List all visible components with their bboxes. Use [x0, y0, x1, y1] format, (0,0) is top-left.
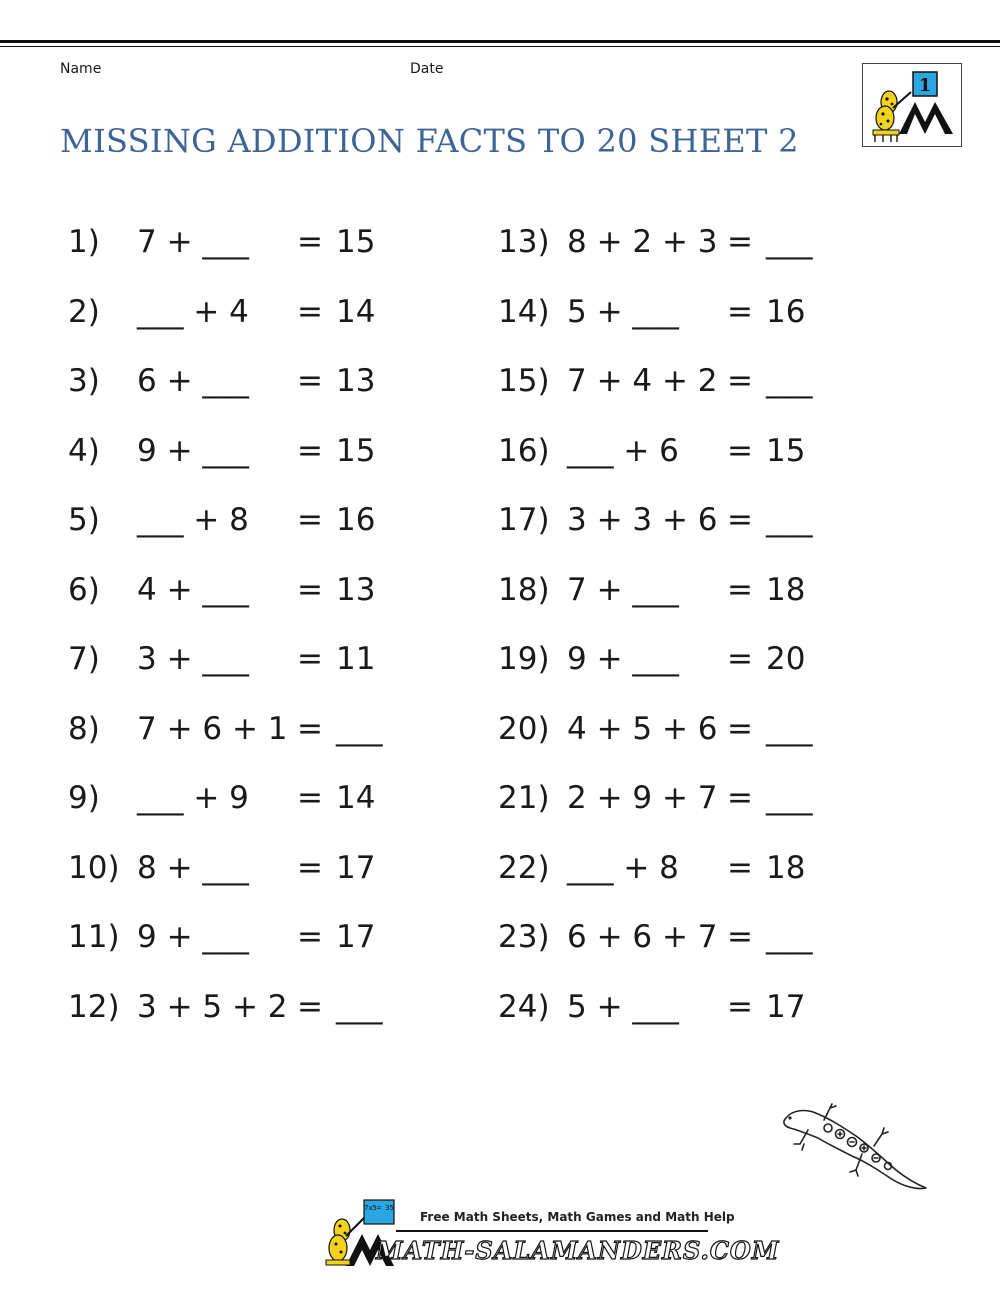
problem-number: 5) [68, 502, 100, 538]
problem-expression: 7 + ___ [567, 572, 679, 608]
equals-sign: = [727, 224, 753, 260]
equals-sign: = [727, 363, 753, 399]
problem-number: 22) [498, 850, 550, 886]
problem-expression: ___ + 8 [137, 502, 249, 538]
problem-expression: 7 + 4 + 2 [567, 363, 718, 399]
problem-number: 12) [68, 989, 120, 1025]
problem-result: ___ [766, 502, 813, 538]
equals-sign: = [727, 572, 753, 608]
problem-number: 6) [68, 572, 100, 608]
problem-expression: 5 + ___ [567, 989, 679, 1025]
problem-result: 13 [336, 572, 376, 608]
problem-expression: 5 + ___ [567, 294, 679, 330]
footer-rule [396, 1230, 708, 1232]
problem-number: 8) [68, 711, 100, 747]
problem-number: 21) [498, 780, 550, 816]
grade-badge-text: 1 [918, 75, 932, 96]
problem-number: 4) [68, 433, 100, 469]
salamander-icon [778, 1100, 938, 1200]
footer-tagline: Free Math Sheets, Math Games and Math Help [420, 1210, 735, 1224]
salamander-teacher-icon [863, 64, 961, 146]
equals-sign: = [727, 780, 753, 816]
footer-brand: MATH-SALAMANDERS.COM [376, 1236, 780, 1265]
problem-number: 18) [498, 572, 550, 608]
equals-sign: = [297, 711, 323, 747]
problem-expression: 4 + 5 + 6 [567, 711, 718, 747]
problem-expression: ___ + 4 [137, 294, 249, 330]
date-label: Date [410, 61, 444, 77]
equals-sign: = [297, 780, 323, 816]
equals-sign: = [727, 850, 753, 886]
problem-number: 17) [498, 502, 550, 538]
problem-number: 11) [68, 919, 120, 955]
equals-sign: = [297, 850, 323, 886]
problem-result: 11 [336, 641, 376, 677]
problem-expression: 2 + 9 + 7 [567, 780, 718, 816]
problem-result: 17 [336, 850, 376, 886]
problem-result: 16 [336, 502, 376, 538]
problem-number: 23) [498, 919, 550, 955]
equals-sign: = [297, 502, 323, 538]
problem-result: ___ [766, 919, 813, 955]
equals-sign: = [727, 711, 753, 747]
problem-number: 14) [498, 294, 550, 330]
problem-number: 10) [68, 850, 120, 886]
problem-result: 20 [766, 641, 806, 677]
problem-expression: ___ + 9 [137, 780, 249, 816]
top-rule-thin [0, 46, 1000, 47]
page-title: MISSING ADDITION FACTS TO 20 SHEET 2 [60, 122, 799, 160]
problem-expression: 9 + ___ [137, 919, 249, 955]
problem-number: 24) [498, 989, 550, 1025]
problem-result: 14 [336, 294, 376, 330]
problem-number: 16) [498, 433, 550, 469]
badge-text: 7x5= 35 [364, 1204, 394, 1212]
problem-number: 20) [498, 711, 550, 747]
problem-result: ___ [766, 780, 813, 816]
equals-sign: = [297, 989, 323, 1025]
problem-result: ___ [766, 711, 813, 747]
problem-expression: 3 + 3 + 6 [567, 502, 718, 538]
problem-expression: 8 + ___ [137, 850, 249, 886]
equals-sign: = [297, 572, 323, 608]
problem-expression: 6 + ___ [137, 363, 249, 399]
problem-number: 19) [498, 641, 550, 677]
problem-expression: 6 + 6 + 7 [567, 919, 718, 955]
problem-number: 1) [68, 224, 100, 260]
problem-expression: ___ + 8 [567, 850, 679, 886]
equals-sign: = [727, 294, 753, 330]
problem-result: 14 [336, 780, 376, 816]
equals-sign: = [297, 224, 323, 260]
problem-result: ___ [336, 989, 383, 1025]
problem-expression: 3 + 5 + 2 [137, 989, 288, 1025]
problem-expression: 3 + ___ [137, 641, 249, 677]
equals-sign: = [727, 641, 753, 677]
problem-result: 18 [766, 850, 806, 886]
problem-number: 2) [68, 294, 100, 330]
problem-result: ___ [766, 224, 813, 260]
problem-number: 13) [498, 224, 550, 260]
problem-result: 15 [336, 224, 376, 260]
problem-expression: 7 + 6 + 1 [137, 711, 288, 747]
problem-result: 13 [336, 363, 376, 399]
equals-sign: = [727, 919, 753, 955]
problem-expression: 9 + ___ [137, 433, 249, 469]
equals-sign: = [727, 989, 753, 1025]
name-label: Name [60, 61, 102, 77]
problem-expression: 4 + ___ [137, 572, 249, 608]
equals-sign: = [297, 294, 323, 330]
equals-sign: = [297, 919, 323, 955]
problem-result: 15 [766, 433, 806, 469]
equals-sign: = [727, 502, 753, 538]
problem-result: 17 [336, 919, 376, 955]
equals-sign: = [297, 363, 323, 399]
problem-expression: 7 + ___ [137, 224, 249, 260]
equals-sign: = [297, 641, 323, 677]
problem-result: ___ [766, 363, 813, 399]
problem-number: 9) [68, 780, 100, 816]
problem-result: ___ [336, 711, 383, 747]
top-rule [0, 40, 1000, 43]
problem-number: 7) [68, 641, 100, 677]
problem-number: 3) [68, 363, 100, 399]
problem-expression: ___ + 6 [567, 433, 679, 469]
problem-expression: 8 + 2 + 3 [567, 224, 718, 260]
problem-expression: 9 + ___ [567, 641, 679, 677]
grade-logo [862, 63, 962, 147]
problem-result: 17 [766, 989, 806, 1025]
problem-result: 18 [766, 572, 806, 608]
problem-result: 16 [766, 294, 806, 330]
problem-number: 15) [498, 363, 550, 399]
equals-sign: = [297, 433, 323, 469]
equals-sign: = [727, 433, 753, 469]
problem-result: 15 [336, 433, 376, 469]
